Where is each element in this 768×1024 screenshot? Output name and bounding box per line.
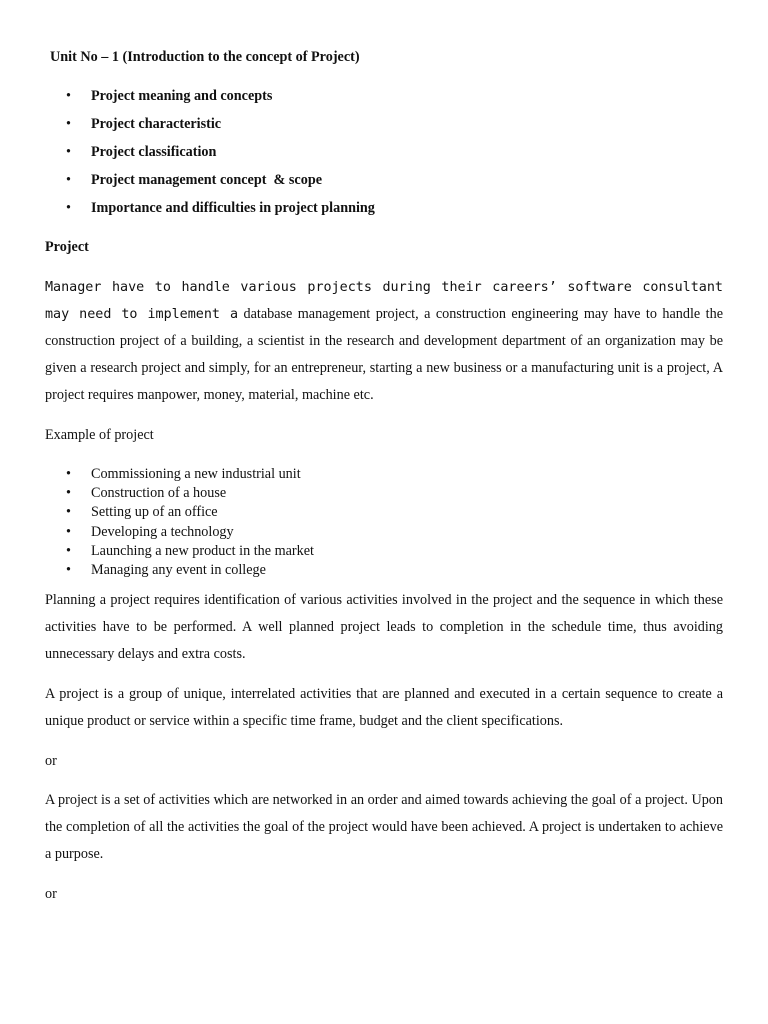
topic-item <box>0 198 375 226</box>
or-separator-2: or <box>45 886 57 902</box>
example-heading: Example of project <box>45 427 154 443</box>
intro-paragraph-rest: database management project, a construction engineering may have to handle the construction project of a building, a scientist in the research and development department of an organization may be given a research project and simply, for an entrepreneur, starting a new business or a manufacturing unit is a project, A project requires manpower, money, material, machine etc. <box>45 306 723 403</box>
topic-text: Project characteristic <box>91 116 222 132</box>
topic-list <box>0 86 375 226</box>
bullet-icon: • <box>66 485 71 502</box>
example-text: Commissioning a new industrial unit <box>91 466 301 482</box>
intro-paragraph-lead: Manager have to handle various projects during their careers’ software consultant may need to implement a <box>45 280 723 322</box>
example-text: Managing any event in college <box>91 561 266 578</box>
unit-title: Unit No – 1 (Introduction to the concept of Project) <box>50 49 360 65</box>
topic-text: Project meaning and concepts <box>91 88 273 104</box>
bullet-icon: • <box>66 200 71 216</box>
topic-item <box>0 170 375 198</box>
topic-text: Project classification <box>91 144 217 160</box>
topic-item <box>0 114 375 142</box>
definition-paragraph-1: A project is a group of unique, interrelated activities that are planned and executed in a certain sequence to create a unique product or service within a specific time frame, budget and the client specifications. <box>45 686 723 729</box>
definition-paragraph-2: A project is a set of activities which are networked in an order and aimed towards achieving the goal of a project. Upon the completion of all the activities the goal of the project would have been achieved. A project is undertaken to achieve a purpose. <box>45 792 723 862</box>
example-item <box>0 465 314 484</box>
example-item <box>0 561 314 580</box>
bullet-icon: • <box>66 144 71 160</box>
bullet-icon: • <box>66 504 71 521</box>
example-text: Setting up of an office <box>91 504 218 521</box>
bullet-icon: • <box>66 561 71 578</box>
bullet-icon: • <box>66 116 71 132</box>
topic-item <box>0 142 375 170</box>
example-text: Developing a technology <box>91 523 234 540</box>
bullet-icon: • <box>66 542 71 559</box>
example-text: Launching a new product in the market <box>91 542 314 559</box>
or-separator-1: or <box>45 753 57 769</box>
example-item <box>0 484 314 503</box>
project-heading: Project <box>45 239 89 255</box>
bullet-icon: • <box>66 466 71 482</box>
intro-paragraph <box>45 274 723 409</box>
example-text: Construction of a house <box>91 485 227 502</box>
example-item <box>0 542 314 561</box>
example-item <box>0 523 314 542</box>
planning-paragraph: Planning a project requires identification of various activities involved in the project and the sequence in which these activities have to be performed. A well planned project leads to completion in the schedule time, thus avoiding unnecessary delays and extra costs. <box>45 592 723 662</box>
bullet-icon: • <box>66 172 71 188</box>
topic-text: Importance and difficulties in project planning <box>91 200 375 216</box>
example-list <box>0 465 314 580</box>
bullet-icon: • <box>66 88 71 104</box>
bullet-icon: • <box>66 523 71 540</box>
topic-item <box>0 86 375 114</box>
example-item <box>0 503 314 522</box>
topic-text: Project management concept & scope <box>91 172 323 188</box>
